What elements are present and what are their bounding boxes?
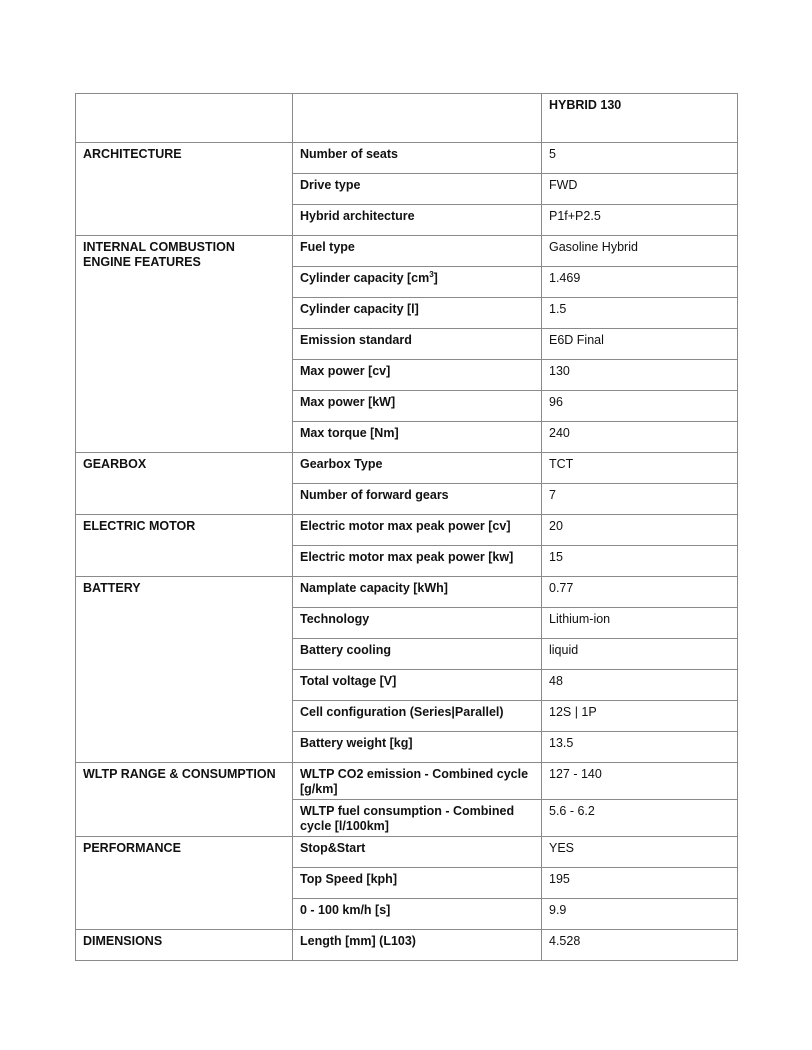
spec-row — [76, 930, 738, 961]
spec-label: Cylinder capacity [l] — [293, 298, 542, 329]
spec-value: FWD — [542, 174, 738, 205]
spec-value: E6D Final — [542, 329, 738, 360]
spec-label: Length [mm] (L103) — [293, 930, 542, 961]
group-name: BATTERY — [76, 577, 293, 763]
spec-label-text: Cylinder capacity [cm — [300, 271, 430, 285]
spec-value: 0.77 — [542, 577, 738, 608]
spec-label: Namplate capacity [kWh] — [293, 577, 542, 608]
spec-label: Max power [kW] — [293, 391, 542, 422]
spec-label: Electric motor max peak power [kw] — [293, 546, 542, 577]
spec-label: Drive type — [293, 174, 542, 205]
spec-row — [76, 515, 738, 546]
spec-value: 5 — [542, 143, 738, 174]
spec-value: 9.9 — [542, 899, 738, 930]
spec-label: Battery cooling — [293, 639, 542, 670]
group-name: PERFORMANCE — [76, 837, 293, 930]
spec-row — [76, 837, 738, 868]
spec-value: Gasoline Hybrid — [542, 236, 738, 267]
spec-value: 240 — [542, 422, 738, 453]
spec-value: 5.6 - 6.2 — [542, 800, 738, 837]
spec-label-superscript: 3 — [429, 269, 434, 279]
header-cell-1 — [76, 94, 293, 143]
group-name: INTERNAL COMBUSTION ENGINE FEATURES — [76, 236, 293, 453]
spec-value: YES — [542, 837, 738, 868]
spec-label: Total voltage [V] — [293, 670, 542, 701]
header-cell-2 — [293, 94, 542, 143]
spec-row — [76, 143, 738, 174]
header-row — [76, 94, 738, 143]
spec-value: 1.469 — [542, 267, 738, 298]
spec-value: TCT — [542, 453, 738, 484]
spec-row — [76, 236, 738, 267]
spec-label: WLTP fuel consumption - Combined cycle [l/100km] — [293, 800, 542, 837]
spec-label: Max power [cv] — [293, 360, 542, 391]
spec-value: 48 — [542, 670, 738, 701]
group-name: ELECTRIC MOTOR — [76, 515, 293, 577]
spec-table — [75, 93, 738, 961]
spec-label — [293, 267, 542, 298]
spec-label: 0 - 100 km/h [s] — [293, 899, 542, 930]
spec-value: 7 — [542, 484, 738, 515]
spec-label: Technology — [293, 608, 542, 639]
spec-value: 20 — [542, 515, 738, 546]
spec-value: 12S | 1P — [542, 701, 738, 732]
spec-label: Max torque [Nm] — [293, 422, 542, 453]
spec-label-suffix: ] — [433, 271, 438, 285]
spec-value: P1f+P2.5 — [542, 205, 738, 236]
group-name: DIMENSIONS — [76, 930, 293, 961]
spec-table-body — [76, 94, 738, 961]
spec-label: Top Speed [kph] — [293, 868, 542, 899]
spec-value: 127 - 140 — [542, 763, 738, 800]
spec-label: Stop&Start — [293, 837, 542, 868]
spec-value: 1.5 — [542, 298, 738, 329]
spec-label: Number of seats — [293, 143, 542, 174]
spec-row — [76, 577, 738, 608]
spec-value: 195 — [542, 868, 738, 899]
spec-label: Number of forward gears — [293, 484, 542, 515]
spec-value: 13.5 — [542, 732, 738, 763]
spec-row — [76, 763, 738, 800]
group-name: GEARBOX — [76, 453, 293, 515]
model-header: HYBRID 130 — [542, 94, 738, 143]
spec-value: 96 — [542, 391, 738, 422]
spec-label: Hybrid architecture — [293, 205, 542, 236]
spec-label: Battery weight [kg] — [293, 732, 542, 763]
spec-label: Gearbox Type — [293, 453, 542, 484]
spec-value: 15 — [542, 546, 738, 577]
group-name: WLTP RANGE & CONSUMPTION — [76, 763, 293, 837]
spec-label: Emission standard — [293, 329, 542, 360]
spec-label: Fuel type — [293, 236, 542, 267]
spec-value: Lithium-ion — [542, 608, 738, 639]
group-name: ARCHITECTURE — [76, 143, 293, 236]
spec-value: 130 — [542, 360, 738, 391]
spec-label: Cell configuration (Series|Parallel) — [293, 701, 542, 732]
spec-label: Electric motor max peak power [cv] — [293, 515, 542, 546]
spec-value: 4.528 — [542, 930, 738, 961]
spec-row — [76, 453, 738, 484]
spec-value: liquid — [542, 639, 738, 670]
spec-label: WLTP CO2 emission - Combined cycle [g/km] — [293, 763, 542, 800]
